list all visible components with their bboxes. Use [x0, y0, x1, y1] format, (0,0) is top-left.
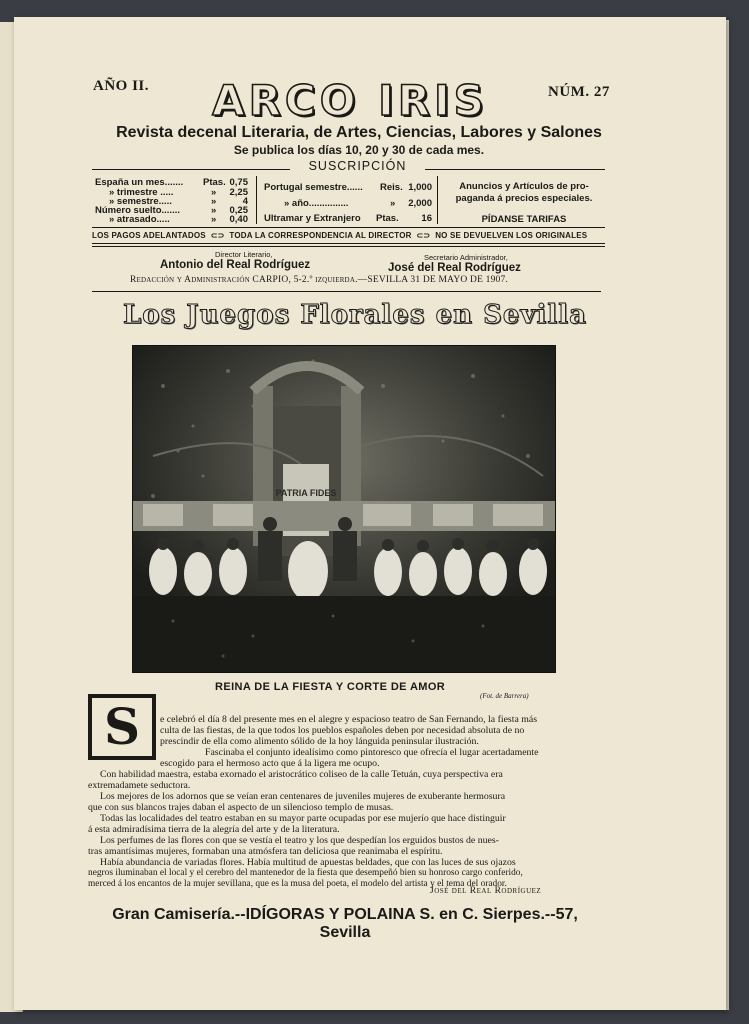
body-line: que con sus blancos trajes daban el aspecto de un silencioso templo de musas. — [88, 802, 394, 813]
body-line: Había abundancia de variadas flores. Había multitud de apuestas beldades, que con las luces de sus ojazos — [100, 857, 516, 868]
year-label: AÑO II. — [93, 78, 150, 94]
rate-row: Número suelto....... » 0,25 — [95, 205, 248, 216]
body-line: merced á los encantos de la mujer sevillana, que es la musa del poeta, el modelo del artista y el tema del orador. — [88, 879, 507, 889]
article-headline: Los Juegos Florales en Sevilla — [122, 300, 587, 330]
body-line: Fascinaba el conjunto idealísimo como pintoresco que ofrecía el lugar acertadamente — [205, 747, 539, 758]
payment-notice: LOS PAGOS ADELANTADOS ⊂⊃ TODA LA CORRESPONDENCIA AL DIRECTOR ⊂⊃ NO SE DEVUELVEN LOS ORIGINALES — [92, 231, 588, 240]
secretary-role: Secretario Administrador, — [424, 253, 508, 262]
subscription-heading: SUSCRIPCIÓN — [290, 159, 425, 173]
photo-banner-text: PATRIA FIDES — [275, 488, 337, 498]
body-line: prescindir de ella como alimento sólido de la hoy lánguida peninsular ilustración. — [160, 736, 479, 747]
body-line: Todas las localidades del teatro estaban en su mayor parte ocupadas por ese mujerío que hace distinguir — [100, 813, 506, 824]
secretary-name: José del Real Rodríguez — [388, 262, 521, 274]
rate-row: » semestre..... » 4 — [109, 196, 248, 207]
ads-info: Anuncios y Artículos de pro- paganda á precios especiales. — [455, 181, 593, 204]
rate-row: Portugal semestre...... Reis. 1,000 — [264, 182, 432, 193]
body-line: escogido para el hermoso acto que á la ligera me ocupo. — [160, 758, 380, 769]
address-date-line: Redacción y Administración CARPIO, 5-2.º izquierda.—SEVILLA 31 DE MAYO DE 1907. — [130, 275, 509, 285]
magazine-subtitle: Revista decenal Literaria, de Artes, Ciencias, Labores y Salones — [116, 124, 602, 141]
rate-row: » trimestre ..... » 2,25 — [109, 187, 248, 198]
staff-bottom-rule — [92, 291, 601, 292]
body-line: tras amantísimas mujeres, formaban una atmósfera tan deliciosa que reanimaba el espíritu. — [88, 846, 443, 857]
body-line: Los perfumes de las flores con que se vestía el teatro y los que despedían los erguidos bustos de nues- — [100, 835, 499, 846]
festival-photograph — [132, 345, 556, 673]
column-divider — [437, 176, 438, 224]
shop-advertisement: Gran Camisería.--IDÍGORAS Y POLAINA S. en C. Sierpes.--57, Sevilla — [112, 906, 578, 941]
rate-row: Ultramar y Extranjero Ptas. 16 — [264, 213, 432, 224]
notice-bottom-rule-thin — [92, 246, 605, 247]
publication-schedule: Se publica los días 10, 20 y 30 de cada mes. — [233, 143, 485, 157]
drop-cap — [88, 694, 156, 760]
body-line: culta de las fiestas, de la que todos los pueblos españoles deben por necesidad absoluta de no — [160, 725, 525, 736]
issue-number: NÚM. 27 — [548, 84, 610, 100]
body-line: extremadamete seductora. — [88, 780, 191, 791]
notice-bottom-rule — [92, 243, 605, 244]
director-role: Director Literario, — [215, 250, 273, 259]
article-signature: José del Real Rodríguez — [430, 886, 542, 896]
body-line: Con habilidad maestra, estaba exornado el aristocrático coliseo de la calle Tetuán, cuya perspectiva era — [100, 769, 503, 780]
body-line: á esta admiradísima tierra de la alegría del arte y de la literatura. — [88, 824, 340, 835]
photo-caption: REINA DE LA FIESTA Y CORTE DE AMOR — [215, 681, 446, 693]
notice-top-rule — [92, 227, 605, 228]
magazine-title: ARCO IRIS — [212, 76, 488, 125]
photo-credit: (Fot. de Barrera) — [480, 692, 529, 700]
column-divider — [256, 176, 257, 224]
body-line: e celebró el día 8 del presente mes en el alegre y espacioso teatro de San Fernando, la fiesta más — [160, 714, 538, 725]
director-name: Antonio del Real Rodríguez — [160, 259, 311, 271]
rate-row: » atrasado..... » 0,40 — [109, 214, 248, 225]
rate-row: » año............... » 2,000 — [284, 198, 432, 209]
drop-cap-letter: S — [92, 698, 152, 756]
body-line: negros iluminaban el local y el cerebro del mantenedor de la fiesta que desempeñó bien su honroso cargo conferido, — [88, 868, 523, 878]
photo-illustration — [133, 346, 555, 672]
ads-request: PÍDANSE TARIFAS — [481, 214, 567, 225]
rate-row: España un mes....... Ptas. 0,75 — [95, 177, 248, 188]
body-line: Los mejores de los adornos que se veían eran centenares de juveniles mujeres de exuberante hermosura — [100, 791, 506, 802]
